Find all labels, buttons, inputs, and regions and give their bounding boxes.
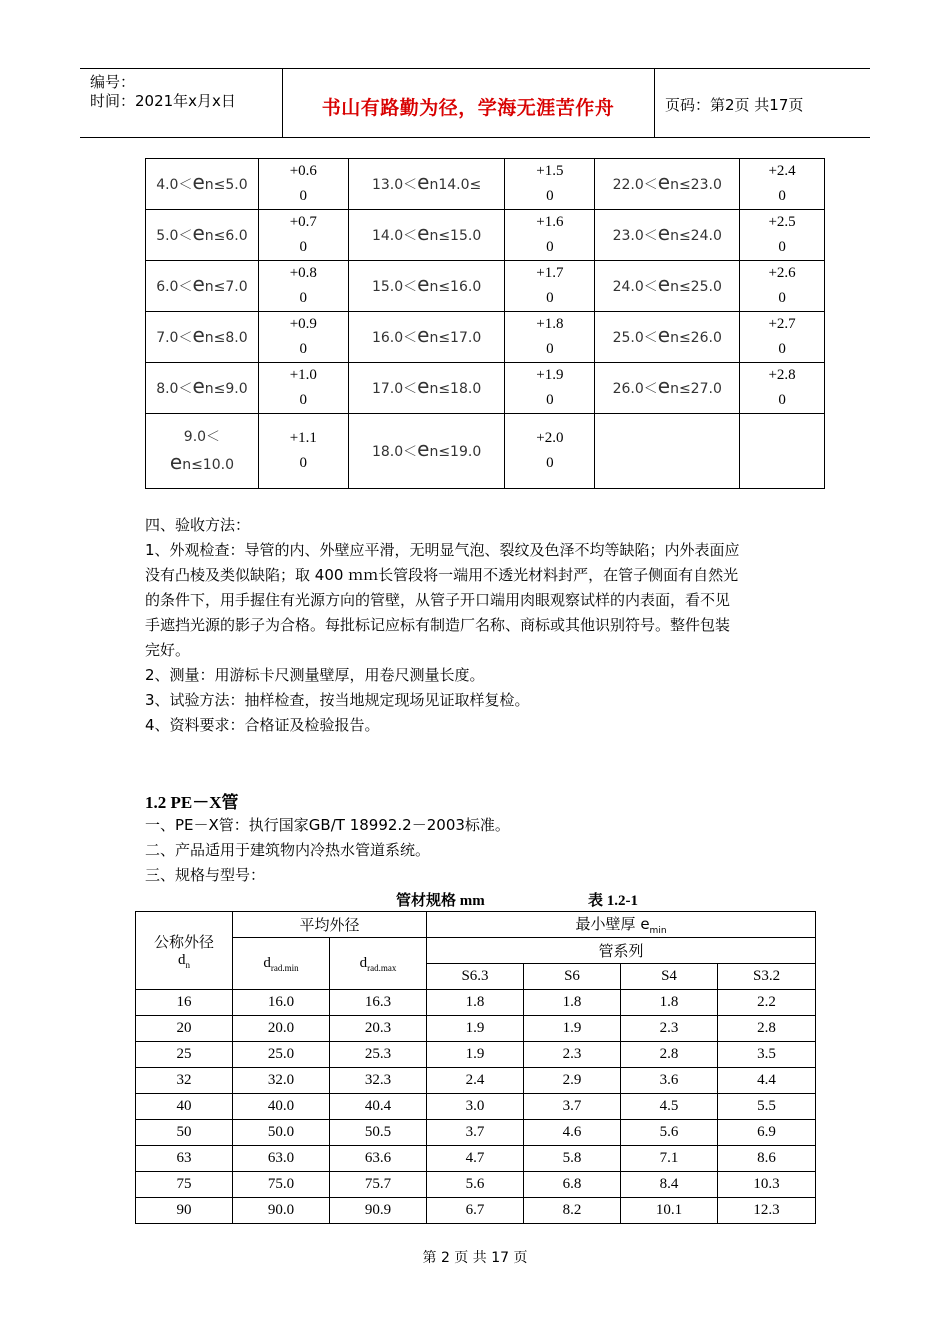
header-min-wall-label: 最小壁厚 e	[575, 915, 650, 933]
table-cell: 25	[136, 1042, 233, 1068]
range-cell	[595, 363, 740, 414]
tolerance-value: +1.1	[289, 430, 317, 446]
range-bound: n≤27.0	[670, 381, 722, 397]
range-cell	[146, 312, 259, 363]
range-symbol: e	[192, 170, 205, 194]
range-cell	[348, 312, 505, 363]
table-cell: 4.5	[621, 1094, 718, 1120]
range-cell	[595, 312, 740, 363]
table-row	[146, 261, 825, 312]
table-cell: 1.9	[524, 1016, 621, 1042]
range-cell	[146, 414, 259, 489]
tolerance-lower: 0	[778, 188, 786, 204]
range-bound: n≤10.0	[182, 456, 234, 473]
table-cell: 3.6	[621, 1068, 718, 1094]
section-line1: 一、PE－X管：执行国家GB/T 18992.2－2003标准。	[145, 816, 510, 834]
tolerance-cell	[505, 312, 595, 363]
range-label: 5.0＜	[156, 228, 193, 244]
tolerance-value: +0.8	[289, 265, 317, 281]
table-row	[146, 414, 825, 489]
tolerance-lower: 0	[299, 341, 308, 357]
table-cell: 75.7	[330, 1172, 427, 1198]
tolerance-lower: 0	[546, 290, 554, 306]
acceptance-p1-line3: 的条件下，用手握住有光源方向的管壁，从管子开口端用肉眼观察试样的内表面，看不见	[145, 591, 731, 609]
doc-time-label: 时间：2021年x月x日	[90, 92, 236, 110]
tolerance-value: +1.0	[289, 367, 317, 383]
table-cell: 32.3	[330, 1068, 427, 1094]
table-cell: 40.0	[233, 1094, 330, 1120]
table-cell: 40	[136, 1094, 233, 1120]
header-dmin	[233, 938, 330, 990]
range-bound: n≤16.0	[429, 279, 482, 295]
tolerance-lower: 0	[778, 290, 786, 306]
tolerance-value: +1.7	[536, 265, 564, 281]
table-row	[136, 1172, 816, 1198]
section-line2: 二、产品适用于建筑物内冷热水管道系统。	[145, 841, 431, 859]
range-symbol: e	[657, 272, 671, 296]
table-cell: 3.7	[524, 1094, 621, 1120]
table-cell: 1.8	[524, 990, 621, 1016]
tolerance-value: +1.5	[536, 163, 564, 179]
table-cell: 2.3	[524, 1042, 621, 1068]
range-symbol: e	[657, 170, 671, 194]
range-label: 15.0＜	[371, 279, 418, 295]
range-bound: n≤5.0	[204, 177, 248, 193]
tolerance-value: +0.7	[289, 214, 317, 230]
table-row	[136, 1094, 816, 1120]
tolerance-value: +1.9	[536, 367, 564, 383]
table-cell: 1.9	[427, 1016, 524, 1042]
tolerance-value: +2.0	[536, 430, 564, 446]
header-row	[136, 938, 816, 964]
table-cell: 3.5	[718, 1042, 816, 1068]
table-cell: 8.2	[524, 1198, 621, 1224]
range-label: 18.0＜	[371, 444, 418, 460]
tolerance-lower: 0	[778, 392, 786, 408]
range-bound: n≤25.0	[670, 279, 722, 295]
tolerance-cell	[740, 210, 825, 261]
header-dmin-symbol: d	[263, 954, 271, 971]
tolerance-cell	[740, 363, 825, 414]
table-cell: 7.1	[621, 1146, 718, 1172]
range-label: 9.0＜	[183, 428, 221, 445]
range-symbol: e	[169, 449, 183, 474]
acceptance-title: 四、验收方法：	[145, 516, 251, 534]
header-page-cell	[655, 69, 870, 137]
pipe-spec-table	[135, 911, 816, 1224]
range-label: 26.0＜	[612, 381, 658, 397]
acceptance-p3: 3、试验方法：抽样检查，按当地规定现场见证取样复检。	[145, 691, 530, 709]
acceptance-p2: 2、测量：用游标卡尺测量壁厚，用卷尺测量长度。	[145, 666, 485, 684]
range-cell	[146, 159, 259, 210]
tolerance-lower: 0	[299, 455, 308, 471]
table-cell: 1.8	[427, 990, 524, 1016]
table-row	[136, 1068, 816, 1094]
range-label: 25.0＜	[612, 330, 658, 346]
table-cell: 40.4	[330, 1094, 427, 1120]
range-symbol: e	[417, 437, 430, 461]
range-cell	[348, 363, 505, 414]
table-cell: 4.7	[427, 1146, 524, 1172]
tolerance-value: +1.6	[536, 214, 564, 230]
header-min-wall	[427, 912, 816, 938]
range-symbol: e	[657, 374, 671, 398]
table-cell: 8.6	[718, 1146, 816, 1172]
range-cell	[348, 261, 505, 312]
range-bound: n≤26.0	[670, 330, 722, 346]
tolerance-value: +2.4	[768, 163, 796, 179]
acceptance-p1-line4: 手遮挡光源的影子为合格。每批标记应标有制造厂名称、商标或其他识别符号。整件包装	[145, 616, 731, 634]
table-cell: 20.0	[233, 1016, 330, 1042]
header-series-s32: S3.2	[718, 964, 816, 990]
header-pipe-series: 管系列	[427, 938, 816, 964]
section-line3: 三、规格与型号：	[145, 866, 266, 884]
table-row	[136, 1198, 816, 1224]
table-cell: 16	[136, 990, 233, 1016]
tolerance-cell	[258, 312, 348, 363]
range-bound: n≤9.0	[204, 381, 248, 397]
range-bound: n≤18.0	[429, 381, 482, 397]
range-label: 23.0＜	[612, 228, 658, 244]
range-label: 8.0＜	[156, 381, 193, 397]
table-cell: 5.6	[427, 1172, 524, 1198]
tolerance-cell	[505, 261, 595, 312]
pipe-spec-table-body	[136, 990, 816, 1224]
table-cell: 6.8	[524, 1172, 621, 1198]
range-bound: n≤23.0	[670, 177, 722, 193]
page-footer: 第 2 页 共 17 页	[422, 1250, 528, 1266]
acceptance-p1-line5: 完好。	[145, 641, 191, 659]
tolerance-cell	[505, 159, 595, 210]
table-cell: 6.7	[427, 1198, 524, 1224]
tolerance-table-last-row	[146, 414, 825, 489]
table-cell: 1.9	[427, 1042, 524, 1068]
table-cell: 20	[136, 1016, 233, 1042]
table-cell: 2.9	[524, 1068, 621, 1094]
range-bound: n≤8.0	[204, 330, 248, 346]
range-symbol: e	[657, 221, 671, 245]
range-symbol: e	[417, 272, 430, 296]
doc-number-label: 编号：	[90, 73, 136, 91]
table-row	[146, 312, 825, 363]
table-cell: 4.4	[718, 1068, 816, 1094]
range-label: 17.0＜	[371, 381, 418, 397]
empty-cell	[595, 414, 740, 489]
header-series-s63: S6.3	[427, 964, 524, 990]
header-series-s6: S6	[524, 964, 621, 990]
tolerance-cell	[740, 261, 825, 312]
table-cell: 90.9	[330, 1198, 427, 1224]
range-symbol: e	[192, 221, 205, 245]
table-cell: 16.3	[330, 990, 427, 1016]
table-cell: 75	[136, 1172, 233, 1198]
table-cell: 12.3	[718, 1198, 816, 1224]
header-page-number: 页码：第2页 共17页	[665, 96, 804, 114]
table-cell: 25.0	[233, 1042, 330, 1068]
tolerance-lower: 0	[299, 392, 308, 408]
table-row	[136, 1042, 816, 1068]
table-cell: 4.6	[524, 1120, 621, 1146]
range-symbol: e	[192, 323, 205, 347]
table-cell: 1.8	[621, 990, 718, 1016]
tolerance-lower: 0	[299, 239, 308, 255]
table-cell: 50.5	[330, 1120, 427, 1146]
table-cell: 5.8	[524, 1146, 621, 1172]
header-dmin-sub: rad.min	[270, 962, 299, 973]
header-nominal-diameter-label: 公称外径	[153, 933, 214, 951]
tolerance-cell	[258, 363, 348, 414]
table-row	[146, 159, 825, 210]
tolerance-cell	[505, 210, 595, 261]
table-caption-number: 表 1.2-1	[588, 893, 638, 909]
header-dmax-symbol: d	[359, 954, 368, 971]
tolerance-cell	[258, 261, 348, 312]
tolerance-cell	[740, 312, 825, 363]
tolerance-lower: 0	[546, 239, 554, 255]
header-row	[136, 912, 816, 938]
table-cell: 16.0	[233, 990, 330, 1016]
table-cell: 10.1	[621, 1198, 718, 1224]
header-motto-cell	[282, 69, 655, 137]
table-cell: 20.3	[330, 1016, 427, 1042]
tolerance-value: +1.8	[536, 316, 564, 332]
table-cell: 2.2	[718, 990, 816, 1016]
range-bound: n≤17.0	[429, 330, 482, 346]
table-cell: 2.4	[427, 1068, 524, 1094]
table-cell: 32.0	[233, 1068, 330, 1094]
table-cell: 63	[136, 1146, 233, 1172]
table-cell: 10.3	[718, 1172, 816, 1198]
tolerance-cell	[258, 210, 348, 261]
tolerance-cell	[740, 159, 825, 210]
range-symbol: e	[657, 323, 671, 347]
table-cell: 2.8	[718, 1016, 816, 1042]
header-dmax-sub: rad.max	[367, 962, 397, 973]
range-label: 24.0＜	[612, 279, 658, 295]
table-row	[146, 210, 825, 261]
header-series-s4: S4	[621, 964, 718, 990]
pipe-spec-table-head	[136, 912, 816, 990]
tolerance-cell	[505, 414, 595, 489]
header-meta	[80, 69, 283, 137]
tolerance-lower: 0	[546, 341, 554, 357]
table-cell: 6.9	[718, 1120, 816, 1146]
table-cell: 2.8	[621, 1042, 718, 1068]
table-cell: 3.7	[427, 1120, 524, 1146]
range-label: 4.0＜	[156, 177, 193, 193]
range-symbol: e	[192, 272, 205, 296]
header-nominal-diameter-sub: n	[185, 960, 190, 970]
range-cell	[146, 261, 259, 312]
table-row	[136, 990, 816, 1016]
range-label: 6.0＜	[156, 279, 193, 295]
range-label: 7.0＜	[156, 330, 193, 346]
header-dmax	[330, 938, 427, 990]
range-cell	[348, 210, 505, 261]
table-row	[136, 1146, 816, 1172]
acceptance-p1-line1: 1、外观检查：导管的内、外壁应平滑，无明显气泡、裂纹及色泽不均等缺陷；内外表面应	[145, 541, 740, 559]
acceptance-p1-line2: 没有凸棱及类似缺陷；取 400 ｍｍ长管段将一端用不透光材料封严，在管子侧面有自然光	[145, 566, 739, 584]
range-symbol: e	[192, 374, 205, 398]
range-label: 14.0＜	[371, 228, 418, 244]
table-cell: 75.0	[233, 1172, 330, 1198]
range-cell	[348, 159, 505, 210]
table-cell: 3.0	[427, 1094, 524, 1120]
tolerance-cell	[505, 363, 595, 414]
range-cell	[146, 210, 259, 261]
table-cell: 2.3	[621, 1016, 718, 1042]
range-symbol: e	[417, 323, 430, 347]
header-average-diameter: 平均外径	[233, 912, 427, 938]
table-row	[136, 1016, 816, 1042]
range-label: 22.0＜	[612, 177, 658, 193]
tolerance-value: +0.9	[289, 316, 317, 332]
table-cell: 50.0	[233, 1120, 330, 1146]
range-symbol: e	[417, 374, 430, 398]
table-cell: 50	[136, 1120, 233, 1146]
tolerance-lower: 0	[299, 188, 308, 204]
tolerance-cell	[258, 159, 348, 210]
table-caption-title: 管材规格 mm	[396, 893, 485, 909]
range-bound: n≤19.0	[429, 444, 482, 460]
range-bound: n≤7.0	[204, 279, 248, 295]
range-symbol: e	[417, 170, 430, 194]
range-bound: n≤24.0	[670, 228, 722, 244]
tolerance-value: +2.6	[768, 265, 796, 281]
range-bound: n≤6.0	[204, 228, 248, 244]
tolerance-lower: 0	[546, 455, 554, 471]
range-cell	[595, 261, 740, 312]
tolerance-value: +2.7	[768, 316, 796, 332]
table-cell: 5.6	[621, 1120, 718, 1146]
range-cell	[595, 159, 740, 210]
tolerance-table	[145, 158, 825, 489]
range-bound: n≤15.0	[429, 228, 482, 244]
range-label: 16.0＜	[371, 330, 418, 346]
section-heading: 1.2 PE－X管	[145, 793, 239, 812]
page-header	[80, 68, 870, 138]
table-cell: 63.6	[330, 1146, 427, 1172]
empty-cell	[740, 414, 825, 489]
table-row	[146, 363, 825, 414]
tolerance-cell	[258, 414, 348, 489]
header-motto: 书山有路勤为径，学海无涯苦作舟	[321, 97, 615, 119]
table-cell: 25.3	[330, 1042, 427, 1068]
table-row	[136, 1120, 816, 1146]
tolerance-value: +2.5	[768, 214, 796, 230]
range-cell	[146, 363, 259, 414]
range-label: 13.0＜	[371, 177, 418, 193]
header-nominal-diameter	[136, 912, 233, 990]
range-cell	[348, 414, 505, 489]
table-cell: 63.0	[233, 1146, 330, 1172]
tolerance-value: +0.6	[289, 163, 317, 179]
tolerance-lower: 0	[778, 239, 786, 255]
table-cell: 90.0	[233, 1198, 330, 1224]
tolerance-lower: 0	[546, 188, 554, 204]
acceptance-p4: 4、资料要求：合格证及检验报告。	[145, 716, 380, 734]
table-cell: 8.4	[621, 1172, 718, 1198]
tolerance-lower: 0	[546, 392, 554, 408]
table-cell: 90	[136, 1198, 233, 1224]
tolerance-value: +2.8	[768, 367, 796, 383]
range-symbol: e	[417, 221, 430, 245]
table-cell: 32	[136, 1068, 233, 1094]
range-cell	[595, 210, 740, 261]
header-min-wall-sub: min	[649, 926, 667, 936]
header-nominal-diameter-symbol: d	[178, 952, 186, 968]
tolerance-table-body	[146, 159, 825, 414]
range-bound: n14.0≤	[429, 177, 482, 193]
table-cell: 5.5	[718, 1094, 816, 1120]
tolerance-lower: 0	[299, 290, 308, 306]
tolerance-lower: 0	[778, 341, 786, 357]
